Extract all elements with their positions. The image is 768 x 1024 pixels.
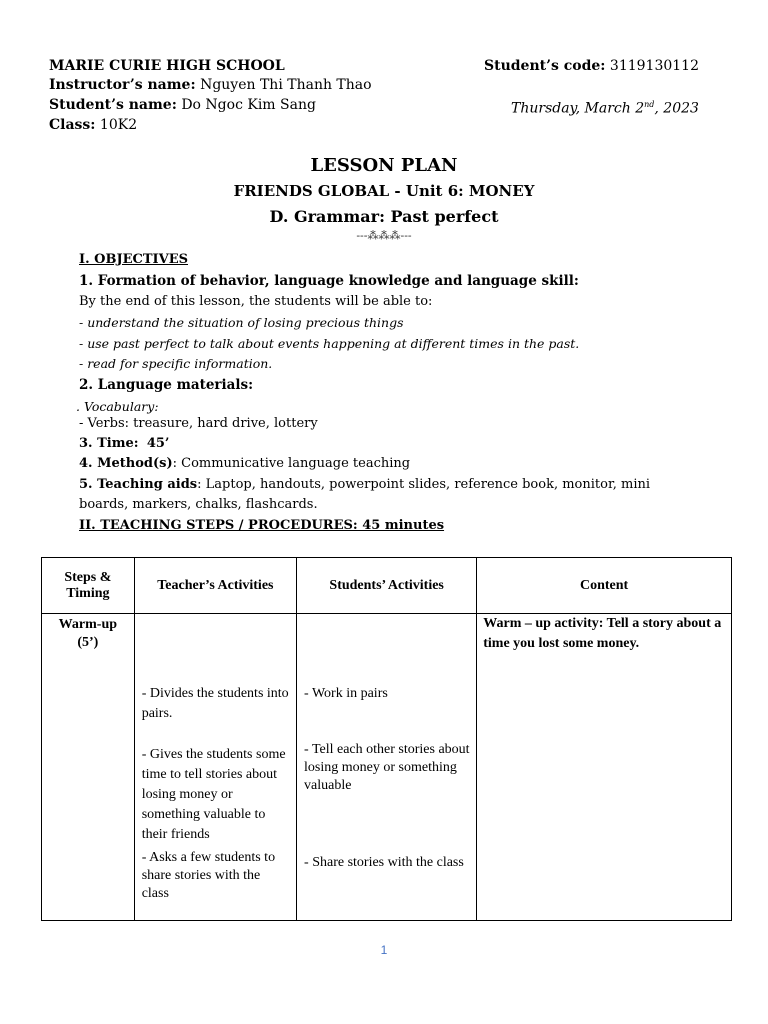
- class-label: Class:: [49, 117, 96, 133]
- date-main: Thursday, March 2: [511, 100, 645, 117]
- date-ordinal: nd: [644, 100, 655, 109]
- vocabulary-label: . Vocabulary:: [76, 399, 159, 414]
- student-code: [484, 56, 699, 76]
- date-year: , 2023: [654, 100, 699, 117]
- header-content: Content: [477, 558, 732, 614]
- instructor-label: Instructor’s name:: [49, 77, 196, 93]
- teacher-activity: - Divides the students into pairs.: [141, 686, 289, 721]
- teaching-aids-label: 5. Teaching aids: [79, 477, 198, 492]
- content-text: Warm – up activity: Tell a story about a time you lost some money.: [483, 616, 722, 651]
- verbs-line: - Verbs: treasure, hard drive, lottery: [79, 416, 318, 431]
- content-cell: [477, 614, 732, 921]
- objective-bullet: - understand the situation of losing precious things: [79, 315, 404, 330]
- class-line: [49, 115, 137, 135]
- instructor-line: [49, 75, 372, 95]
- step-cell: [42, 614, 135, 921]
- unit-title: FRIENDS GLOBAL - Unit 6: MONEY: [233, 182, 535, 200]
- objectives-heading: I. OBJECTIVES: [79, 252, 188, 267]
- objectives-intro: By the end of this lesson, the students will be able to:: [79, 294, 433, 309]
- procedure-table: [41, 557, 732, 921]
- method-value: : Communicative language teaching: [172, 456, 411, 471]
- student-activity: - Work in pairs: [304, 686, 388, 701]
- student-name-label: Student’s name:: [49, 97, 177, 113]
- objective-bullet: - read for specific information.: [79, 356, 273, 371]
- school-name: MARIE CURIE HIGH SCHOOL: [49, 58, 285, 74]
- step-label: [42, 614, 134, 652]
- student-code-label: Student’s code:: [484, 58, 606, 74]
- students-activities-cell: [297, 614, 477, 921]
- student-name-line: [49, 95, 316, 115]
- step-name: Warm-up: [58, 617, 118, 632]
- student-activity: - Tell each other stories about losing money or something valuable: [304, 742, 470, 793]
- language-materials-heading: 2. Language materials:: [79, 377, 254, 393]
- student-code-value: 3119130112: [609, 58, 699, 74]
- student-name-value: Do Ngoc Kim Sang: [181, 97, 316, 113]
- page-number: 1: [380, 943, 388, 957]
- teaching-aids-continued: boards, markers, chalks, flashcards.: [79, 497, 318, 512]
- step-time: (5’): [77, 635, 99, 650]
- instructor-value: Nguyen Thi Thanh Thao: [200, 77, 372, 93]
- objective-bullet: - use past perfect to talk about events happening at different times in the past.: [79, 336, 580, 351]
- header-students-activities: Students’ Activities: [297, 558, 477, 614]
- title-ornament: ---⁂⁂⁂---: [356, 229, 412, 242]
- section-title: D. Grammar: Past perfect: [269, 207, 499, 226]
- teaching-aids-value: : Laptop, handouts, powerpoint slides, reference book, monitor, mini: [197, 477, 651, 492]
- table-row: [42, 614, 732, 921]
- header-steps-timing: [42, 558, 135, 614]
- table-header-row: [42, 558, 732, 614]
- header-teacher-activities: Teacher’s Activities: [134, 558, 296, 614]
- main-title: LESSON PLAN: [310, 155, 458, 176]
- teacher-activity: - Asks a few students to share stories with the class: [141, 850, 276, 901]
- header-steps-line: Steps &: [64, 569, 112, 585]
- method-label: 4. Method(s): [79, 456, 173, 471]
- time-value: 45’: [146, 436, 170, 451]
- teacher-activities-cell: [134, 614, 296, 921]
- class-value: 10K2: [99, 117, 138, 133]
- header-timing-line: Timing: [66, 585, 110, 601]
- student-activity: - Share stories with the class: [304, 855, 464, 870]
- teaching-aids-line: [79, 476, 650, 494]
- lesson-date: [511, 95, 699, 119]
- method-line: [79, 455, 410, 473]
- time-label: 3. Time:: [79, 436, 139, 451]
- teacher-activity: - Gives the students some time to tell stories about losing money or something valuable to their friends: [141, 747, 286, 842]
- time-line: [79, 435, 169, 453]
- objectives-sub1: 1. Formation of behavior, language knowledge and language skill:: [79, 273, 579, 289]
- teaching-steps-heading: II. TEACHING STEPS / PROCEDURES: 45 minutes: [79, 518, 445, 533]
